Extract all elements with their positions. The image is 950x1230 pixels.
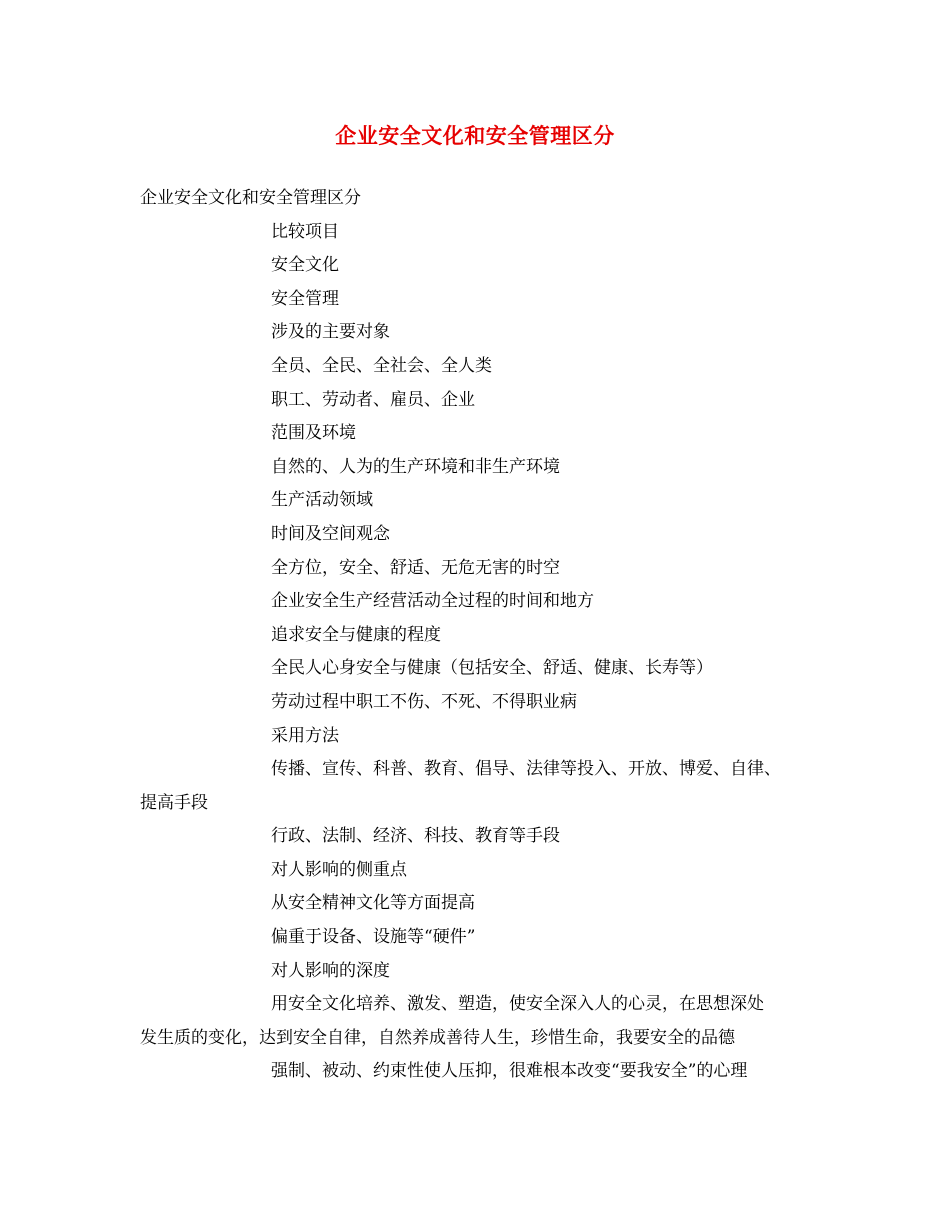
text-line: 对人影响的侧重点 bbox=[271, 859, 407, 880]
text-line: 时间及空间观念 bbox=[271, 523, 390, 544]
text-line: 传播、宣传、科普、教育、倡导、法律等投入、开放、博爱、自律、 bbox=[271, 759, 781, 780]
text-line: 安全文化 bbox=[271, 255, 339, 276]
text-line: 企业安全文化和安全管理区分 bbox=[140, 188, 361, 208]
text-line: 强制、被动、约束性使人压抑，很难根本改变“要我安全”的心理 bbox=[271, 1061, 748, 1082]
text-line: 涉及的主要对象 bbox=[271, 322, 390, 343]
text-line: 职工、劳动者、雇员、企业 bbox=[271, 389, 475, 410]
text-line: 企业安全生产经营活动全过程的时间和地方 bbox=[271, 591, 594, 612]
text-line: 劳动过程中职工不伤、不死、不得职业病 bbox=[271, 691, 577, 712]
document-title: 企业安全文化和安全管理区分 bbox=[335, 123, 615, 148]
text-line: 全员、全民、全社会、全人类 bbox=[271, 355, 492, 376]
text-line: 发生质的变化，达到安全自律，自然养成善待人生，珍惜生命，我要安全的品德 bbox=[140, 1027, 735, 1048]
text-line: 自然的、人为的生产环境和非生产环境 bbox=[271, 456, 560, 477]
text-line: 采用方法 bbox=[271, 725, 339, 746]
text-line: 从安全精神文化等方面提高 bbox=[271, 893, 475, 914]
text-line: 提高手段 bbox=[140, 792, 208, 813]
text-line: 全民人心身安全与健康（包括安全、舒适、健康、长寿等） bbox=[271, 658, 713, 679]
text-line: 生产活动领域 bbox=[271, 490, 373, 511]
text-line: 安全管理 bbox=[271, 288, 339, 309]
text-line: 比较项目 bbox=[271, 221, 339, 242]
text-line: 对人影响的深度 bbox=[271, 960, 390, 981]
document-body bbox=[140, 182, 830, 1089]
text-line: 用安全文化培养、激发、塑造，使安全深入人的心灵，在思想深处 bbox=[271, 994, 764, 1015]
text-line: 范围及环境 bbox=[271, 423, 356, 444]
text-line: 偏重于设备、设施等“硬件” bbox=[271, 927, 476, 948]
text-line: 追求安全与健康的程度 bbox=[271, 624, 441, 645]
text-line: 全方位，安全、舒适、无危无害的时空 bbox=[271, 557, 560, 578]
text-line: 行政、法制、经济、科技、教育等手段 bbox=[271, 826, 560, 847]
